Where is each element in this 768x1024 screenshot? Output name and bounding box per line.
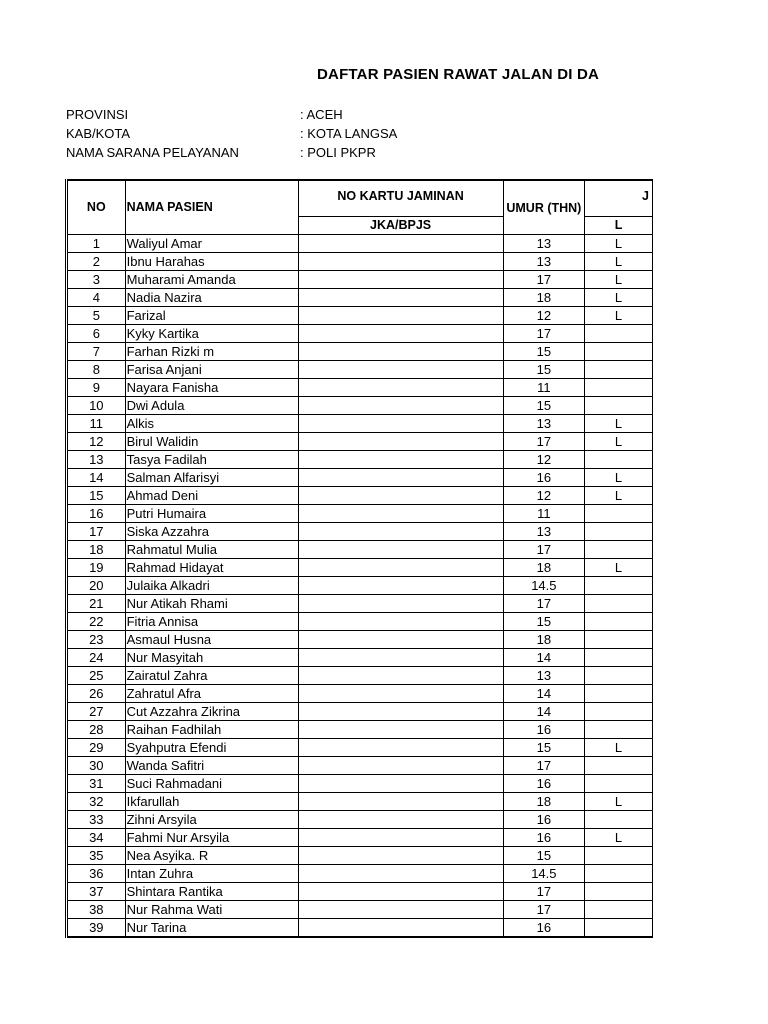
cell-card-number xyxy=(298,505,503,523)
cell-card-number xyxy=(298,595,503,613)
cell-sex xyxy=(585,325,653,343)
cell-age: 14 xyxy=(503,649,584,667)
cell-sex: L xyxy=(585,739,653,757)
cell-sex xyxy=(585,343,653,361)
cell-no: 14 xyxy=(67,469,126,487)
cell-age: 15 xyxy=(503,739,584,757)
table-row xyxy=(67,865,653,883)
table-row xyxy=(67,757,653,775)
cell-sex xyxy=(585,451,653,469)
cell-patient-name: Rahmatul Mulia xyxy=(125,541,298,559)
cell-card-number xyxy=(298,901,503,919)
cell-sex xyxy=(585,397,653,415)
cell-age: 16 xyxy=(503,829,584,847)
cell-sex: L xyxy=(585,271,653,289)
cell-sex xyxy=(585,613,653,631)
cell-patient-name: Syahputra Efendi xyxy=(125,739,298,757)
table-row xyxy=(67,361,653,379)
cell-card-number xyxy=(298,361,503,379)
cell-card-number xyxy=(298,307,503,325)
header-name: NAMA PASIEN xyxy=(125,180,298,235)
cell-card-number xyxy=(298,721,503,739)
table-row xyxy=(67,271,653,289)
cell-patient-name: Asmaul Husna xyxy=(125,631,298,649)
cell-sex xyxy=(585,883,653,901)
cell-no: 32 xyxy=(67,793,126,811)
table-row xyxy=(67,595,653,613)
cell-patient-name: Ahmad Deni xyxy=(125,487,298,505)
cell-card-number xyxy=(298,325,503,343)
cell-card-number xyxy=(298,613,503,631)
cell-sex xyxy=(585,595,653,613)
cell-patient-name: Farizal xyxy=(125,307,298,325)
cell-age: 14 xyxy=(503,703,584,721)
cell-patient-name: Julaika Alkadri xyxy=(125,577,298,595)
cell-no: 2 xyxy=(67,253,126,271)
cell-no: 35 xyxy=(67,847,126,865)
cell-age: 16 xyxy=(503,811,584,829)
cell-card-number xyxy=(298,469,503,487)
cell-no: 33 xyxy=(67,811,126,829)
cell-no: 23 xyxy=(67,631,126,649)
cell-age: 15 xyxy=(503,343,584,361)
cell-sex: L xyxy=(585,235,653,253)
cell-card-number xyxy=(298,685,503,703)
cell-no: 4 xyxy=(67,289,126,307)
cell-card-number xyxy=(298,649,503,667)
cell-sex xyxy=(585,523,653,541)
cell-sex: L xyxy=(585,469,653,487)
cell-no: 13 xyxy=(67,451,126,469)
table-row xyxy=(67,397,653,415)
cell-sex: L xyxy=(585,307,653,325)
cell-age: 18 xyxy=(503,793,584,811)
patient-table-body xyxy=(67,235,653,938)
cell-no: 15 xyxy=(67,487,126,505)
cell-patient-name: Cut Azzahra Zikrina xyxy=(125,703,298,721)
cell-no: 7 xyxy=(67,343,126,361)
cell-sex xyxy=(585,685,653,703)
cell-card-number xyxy=(298,559,503,577)
table-row xyxy=(67,469,653,487)
cell-no: 31 xyxy=(67,775,126,793)
cell-no: 39 xyxy=(67,919,126,938)
cell-sex: L xyxy=(585,829,653,847)
cell-card-number xyxy=(298,919,503,938)
cell-age: 17 xyxy=(503,271,584,289)
cell-card-number xyxy=(298,703,503,721)
table-row xyxy=(67,433,653,451)
cell-patient-name: Nur Rahma Wati xyxy=(125,901,298,919)
cell-no: 30 xyxy=(67,757,126,775)
table-row xyxy=(67,721,653,739)
table-row xyxy=(67,811,653,829)
table-row xyxy=(67,559,653,577)
cell-age: 13 xyxy=(503,253,584,271)
header-card-sub: JKA/BPJS xyxy=(298,217,503,235)
cell-card-number xyxy=(298,577,503,595)
cell-card-number xyxy=(298,865,503,883)
cell-no: 1 xyxy=(67,235,126,253)
table-row xyxy=(67,325,653,343)
table-row xyxy=(67,847,653,865)
cell-sex: L xyxy=(585,793,653,811)
cell-age: 17 xyxy=(503,541,584,559)
cell-card-number xyxy=(298,271,503,289)
cell-sex xyxy=(585,757,653,775)
cell-patient-name: Waliyul Amar xyxy=(125,235,298,253)
cell-sex: L xyxy=(585,289,653,307)
cell-patient-name: Kyky Kartika xyxy=(125,325,298,343)
cell-patient-name: Farisa Anjani xyxy=(125,361,298,379)
cell-patient-name: Nadia Nazira xyxy=(125,289,298,307)
cell-patient-name: Nea Asyika. R xyxy=(125,847,298,865)
cell-age: 14.5 xyxy=(503,865,584,883)
cell-patient-name: Intan Zuhra xyxy=(125,865,298,883)
cell-age: 14.5 xyxy=(503,577,584,595)
meta-value: : ACEH xyxy=(300,107,343,122)
cell-card-number xyxy=(298,379,503,397)
table-row xyxy=(67,415,653,433)
table-row xyxy=(67,235,653,253)
cell-patient-name: Zihni Arsyila xyxy=(125,811,298,829)
cell-patient-name: Nur Atikah Rhami xyxy=(125,595,298,613)
header-sex-sub: L xyxy=(585,217,653,235)
cell-no: 8 xyxy=(67,361,126,379)
table-row xyxy=(67,703,653,721)
cell-patient-name: Muharami Amanda xyxy=(125,271,298,289)
table-row xyxy=(67,829,653,847)
table-row xyxy=(67,631,653,649)
table-row xyxy=(67,487,653,505)
cell-no: 11 xyxy=(67,415,126,433)
document-title: DAFTAR PASIEN RAWAT JALAN DI DA xyxy=(317,66,600,83)
cell-age: 13 xyxy=(503,667,584,685)
table-row xyxy=(67,307,653,325)
cell-age: 16 xyxy=(503,469,584,487)
header-sex: J xyxy=(585,180,653,217)
cell-sex xyxy=(585,775,653,793)
cell-patient-name: Dwi Adula xyxy=(125,397,298,415)
cell-sex: L xyxy=(585,433,653,451)
cell-patient-name: Alkis xyxy=(125,415,298,433)
table-row xyxy=(67,901,653,919)
cell-patient-name: Suci Rahmadani xyxy=(125,775,298,793)
cell-card-number xyxy=(298,235,503,253)
cell-no: 16 xyxy=(67,505,126,523)
table-row xyxy=(67,793,653,811)
cell-card-number xyxy=(298,253,503,271)
header-card: NO KARTU JAMINAN xyxy=(298,180,503,217)
cell-patient-name: Salman Alfarisyi xyxy=(125,469,298,487)
cell-sex: L xyxy=(585,559,653,577)
meta-value: : POLI PKPR xyxy=(300,145,376,160)
cell-card-number xyxy=(298,775,503,793)
cell-patient-name: Rahmad Hidayat xyxy=(125,559,298,577)
cell-age: 17 xyxy=(503,901,584,919)
cell-no: 19 xyxy=(67,559,126,577)
cell-patient-name: Putri Humaira xyxy=(125,505,298,523)
cell-card-number xyxy=(298,397,503,415)
cell-age: 13 xyxy=(503,523,584,541)
cell-card-number xyxy=(298,847,503,865)
table-row xyxy=(67,649,653,667)
cell-sex xyxy=(585,505,653,523)
cell-no: 25 xyxy=(67,667,126,685)
table-row xyxy=(67,343,653,361)
table-row xyxy=(67,613,653,631)
cell-card-number xyxy=(298,523,503,541)
cell-no: 10 xyxy=(67,397,126,415)
cell-sex xyxy=(585,919,653,938)
cell-sex xyxy=(585,847,653,865)
cell-no: 38 xyxy=(67,901,126,919)
cell-card-number xyxy=(298,829,503,847)
cell-no: 3 xyxy=(67,271,126,289)
cell-no: 20 xyxy=(67,577,126,595)
cell-card-number xyxy=(298,487,503,505)
header-age-text: UMUR (THN) xyxy=(506,200,582,215)
table-row xyxy=(67,883,653,901)
cell-age: 12 xyxy=(503,307,584,325)
cell-card-number xyxy=(298,739,503,757)
cell-card-number xyxy=(298,793,503,811)
cell-sex xyxy=(585,649,653,667)
table-row xyxy=(67,523,653,541)
cell-no: 27 xyxy=(67,703,126,721)
cell-age: 17 xyxy=(503,757,584,775)
cell-card-number xyxy=(298,811,503,829)
cell-sex xyxy=(585,577,653,595)
cell-card-number xyxy=(298,415,503,433)
cell-age: 16 xyxy=(503,919,584,938)
cell-card-number xyxy=(298,433,503,451)
cell-patient-name: Nayara Fanisha xyxy=(125,379,298,397)
cell-sex: L xyxy=(585,253,653,271)
table-row xyxy=(67,289,653,307)
cell-age: 15 xyxy=(503,847,584,865)
cell-sex xyxy=(585,379,653,397)
cell-age: 16 xyxy=(503,775,584,793)
cell-sex: L xyxy=(585,487,653,505)
cell-no: 26 xyxy=(67,685,126,703)
cell-age: 18 xyxy=(503,559,584,577)
cell-age: 15 xyxy=(503,613,584,631)
patient-table xyxy=(65,179,653,938)
cell-patient-name: Fitria Annisa xyxy=(125,613,298,631)
cell-sex xyxy=(585,703,653,721)
table-row xyxy=(67,253,653,271)
cell-no: 28 xyxy=(67,721,126,739)
meta-value: : KOTA LANGSA xyxy=(300,126,398,141)
cell-no: 29 xyxy=(67,739,126,757)
cell-sex xyxy=(585,667,653,685)
table-row xyxy=(67,775,653,793)
cell-age: 13 xyxy=(503,415,584,433)
cell-patient-name: Nur Masyitah xyxy=(125,649,298,667)
cell-card-number xyxy=(298,541,503,559)
meta-label: KAB/KOTA xyxy=(66,126,131,141)
cell-sex xyxy=(585,721,653,739)
cell-age: 17 xyxy=(503,325,584,343)
cell-age: 15 xyxy=(503,361,584,379)
cell-no: 24 xyxy=(67,649,126,667)
table-row xyxy=(67,577,653,595)
cell-no: 36 xyxy=(67,865,126,883)
cell-patient-name: Siska Azzahra xyxy=(125,523,298,541)
cell-patient-name: Shintara Rantika xyxy=(125,883,298,901)
cell-sex xyxy=(585,901,653,919)
cell-age: 15 xyxy=(503,397,584,415)
cell-no: 17 xyxy=(67,523,126,541)
cell-patient-name: Nur Tarina xyxy=(125,919,298,938)
cell-no: 34 xyxy=(67,829,126,847)
meta-label: NAMA SARANA PELAYANAN xyxy=(66,145,239,160)
cell-age: 11 xyxy=(503,379,584,397)
cell-age: 17 xyxy=(503,595,584,613)
cell-sex xyxy=(585,811,653,829)
cell-age: 12 xyxy=(503,451,584,469)
cell-age: 18 xyxy=(503,631,584,649)
cell-card-number xyxy=(298,883,503,901)
cell-age: 16 xyxy=(503,721,584,739)
cell-card-number xyxy=(298,343,503,361)
cell-patient-name: Zahratul Afra xyxy=(125,685,298,703)
table-row xyxy=(67,541,653,559)
cell-patient-name: Birul Walidin xyxy=(125,433,298,451)
cell-patient-name: Ibnu Harahas xyxy=(125,253,298,271)
cell-no: 9 xyxy=(67,379,126,397)
table-row xyxy=(67,379,653,397)
cell-patient-name: Ikfarullah xyxy=(125,793,298,811)
cell-sex xyxy=(585,631,653,649)
cell-card-number xyxy=(298,451,503,469)
cell-age: 14 xyxy=(503,685,584,703)
cell-card-number xyxy=(298,631,503,649)
cell-age: 18 xyxy=(503,289,584,307)
cell-patient-name: Fahmi Nur Arsyila xyxy=(125,829,298,847)
table-row xyxy=(67,919,653,938)
cell-sex: L xyxy=(585,415,653,433)
cell-no: 22 xyxy=(67,613,126,631)
cell-sex xyxy=(585,541,653,559)
cell-card-number xyxy=(298,289,503,307)
cell-no: 37 xyxy=(67,883,126,901)
cell-age: 17 xyxy=(503,883,584,901)
cell-patient-name: Wanda Safitri xyxy=(125,757,298,775)
cell-no: 6 xyxy=(67,325,126,343)
cell-no: 12 xyxy=(67,433,126,451)
cell-card-number xyxy=(298,757,503,775)
cell-patient-name: Farhan Rizki m xyxy=(125,343,298,361)
cell-patient-name: Raihan Fadhilah xyxy=(125,721,298,739)
cell-patient-name: Tasya Fadilah xyxy=(125,451,298,469)
cell-patient-name: Zairatul Zahra xyxy=(125,667,298,685)
meta-label: PROVINSI xyxy=(66,107,129,122)
header-age xyxy=(503,180,584,235)
cell-sex xyxy=(585,865,653,883)
cell-age: 11 xyxy=(503,505,584,523)
cell-no: 21 xyxy=(67,595,126,613)
cell-age: 13 xyxy=(503,235,584,253)
table-row xyxy=(67,685,653,703)
table-row xyxy=(67,451,653,469)
table-row xyxy=(67,739,653,757)
cell-card-number xyxy=(298,667,503,685)
table-row xyxy=(67,505,653,523)
table-row xyxy=(67,667,653,685)
cell-age: 17 xyxy=(503,433,584,451)
cell-sex xyxy=(585,361,653,379)
cell-age: 12 xyxy=(503,487,584,505)
cell-no: 5 xyxy=(67,307,126,325)
header-no: NO xyxy=(67,180,126,235)
cell-no: 18 xyxy=(67,541,126,559)
